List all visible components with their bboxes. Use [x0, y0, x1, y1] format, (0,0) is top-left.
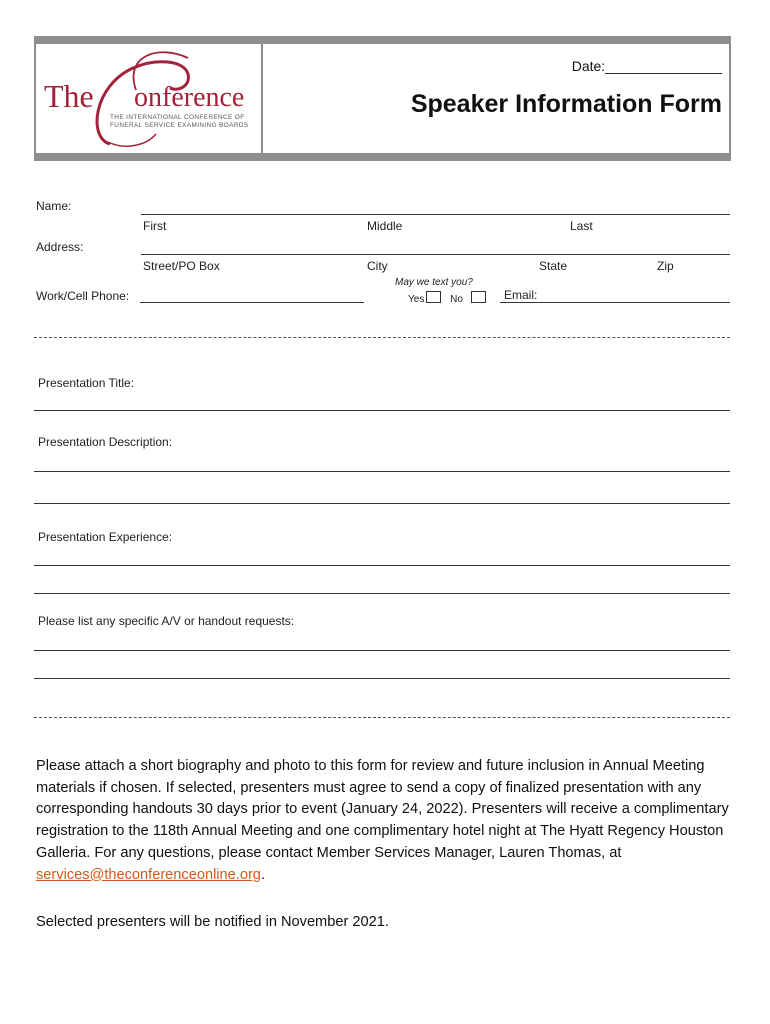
- presentation-title-label: Presentation Title:: [38, 376, 135, 390]
- logo-tagline-2: FUNERAL SERVICE EXAMINING BOARDS: [110, 122, 249, 129]
- instructions-text: Please attach a short biography and photo to this form for review and future inclusion in Annual Meeting materials if chosen. If selected, presenters must agree to send a copy of finalized presentation with any corresponding handouts 30 days prior to event (January 24, 2022). Presenters will receive a complimentary registration to the 118th Annual Meeting and one complimentary hotel night at The Hyatt Regency Houston Galleria. For any questions, please contact Member Services Manager, Lauren Thomas, at: [36, 758, 729, 861]
- address-zip-caption: Zip: [657, 259, 674, 273]
- text-permission-question: May we text you?: [395, 277, 473, 288]
- instructions-paragraph: [36, 756, 730, 886]
- address-state-caption: State: [539, 259, 568, 273]
- av-requests-line-1[interactable]: [34, 650, 730, 651]
- text-permission-options: [408, 291, 486, 305]
- contact-email-link[interactable]: services@theconferenceonline.org: [36, 866, 261, 883]
- email-input-line[interactable]: [500, 302, 730, 303]
- conference-logo: [38, 46, 258, 150]
- logo-word-conference: onference: [134, 82, 245, 113]
- yes-checkbox[interactable]: [426, 291, 441, 303]
- section-divider-top: [34, 337, 730, 338]
- header-left-border: [34, 44, 36, 154]
- address-label: Address:: [36, 240, 84, 254]
- header-bottom-bar: [34, 153, 731, 161]
- address-city-caption: City: [367, 259, 388, 273]
- address-input-line[interactable]: [141, 254, 730, 255]
- no-checkbox[interactable]: [471, 291, 486, 303]
- name-input-line[interactable]: [141, 214, 730, 215]
- av-requests-label: Please list any specific A/V or handout requests:: [38, 614, 295, 628]
- name-middle-caption: Middle: [367, 219, 403, 233]
- header-right-border: [729, 44, 731, 154]
- phone-input-line[interactable]: [140, 302, 364, 303]
- no-option-label: No: [450, 294, 463, 305]
- email-label: Email:: [504, 288, 538, 302]
- address-street-caption: Street/PO Box: [143, 259, 220, 273]
- presentation-experience-line-1[interactable]: [34, 565, 730, 566]
- presentation-description-label: Presentation Description:: [38, 435, 173, 449]
- name-first-caption: First: [143, 219, 167, 233]
- yes-option-label: Yes: [408, 294, 425, 305]
- logo-tagline-1: THE INTERNATIONAL CONFERENCE OF: [110, 114, 245, 121]
- form-title: Speaker Information Form: [410, 90, 722, 118]
- header-top-bar: [34, 36, 731, 44]
- presentation-title-line[interactable]: [34, 410, 730, 411]
- name-last-caption: Last: [570, 219, 593, 233]
- section-divider-bottom: [34, 717, 730, 718]
- presentation-experience-label: Presentation Experience:: [38, 530, 173, 544]
- notification-notice: Selected presenters will be notified in November 2021.: [36, 914, 389, 930]
- header-divider: [261, 44, 263, 154]
- instructions-end: .: [260, 866, 265, 883]
- logo-word-the: The: [44, 78, 94, 114]
- presentation-description-line-1[interactable]: [34, 471, 730, 472]
- phone-label: Work/Cell Phone:: [36, 289, 130, 303]
- presentation-description-line-2[interactable]: [34, 503, 730, 504]
- presentation-experience-line-2[interactable]: [34, 593, 730, 594]
- av-requests-line-2[interactable]: [34, 678, 730, 679]
- date-field-label: Date:_______________: [571, 58, 722, 74]
- name-label: Name:: [36, 199, 72, 213]
